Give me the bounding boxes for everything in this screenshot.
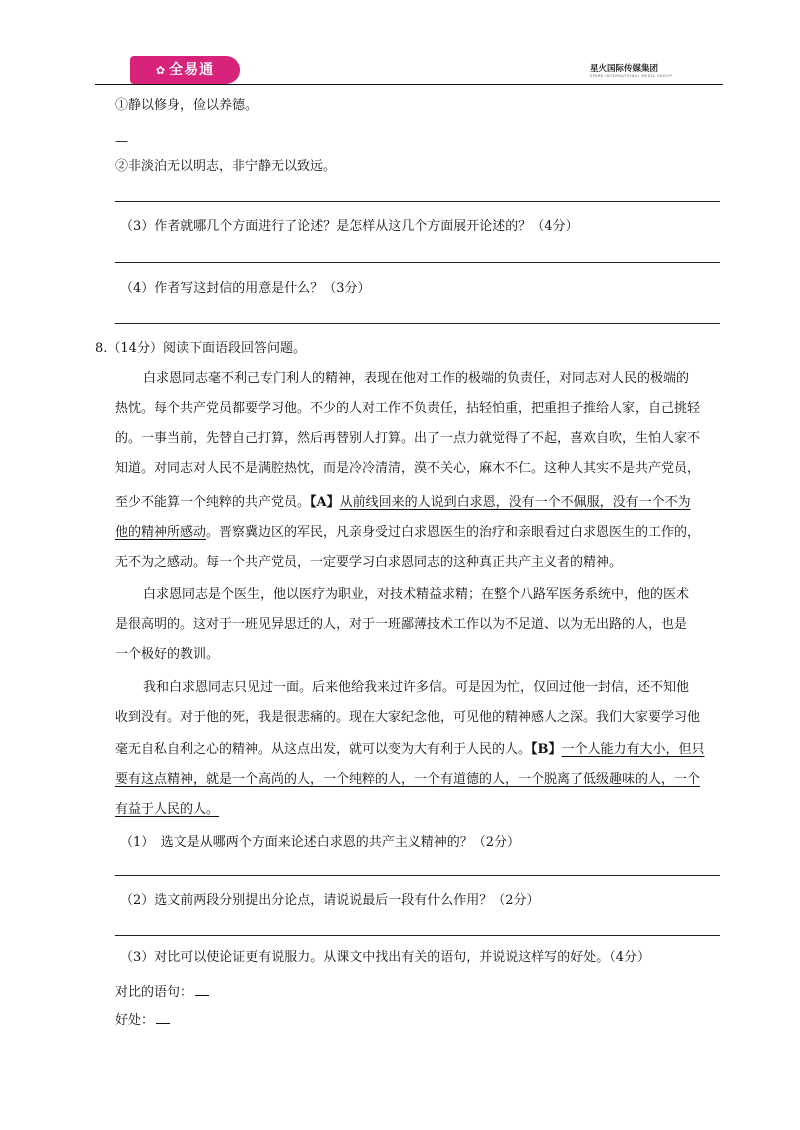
contrast-blank[interactable]: [195, 983, 209, 996]
passage-line: 白求恩同志是个医生，他以医疗为职业，对技术精益求精；在整个八路军医务系统中，他的医术: [143, 587, 690, 602]
passage-line: 白求恩同志毫不利己专门利人的精神，表现在他对工作的极端的负责任，对同志对人民的极端的: [143, 371, 690, 386]
passage-line: [115, 800, 219, 820]
publisher-name-en: SPARK INTERNATIONAL MEDIA GROUP: [590, 74, 673, 78]
passage-text: 至少不能算一个纯粹的共产党员。: [115, 495, 311, 510]
marker-a: 【A】: [310, 495, 340, 510]
underlined-sentence-b-end: 有益于人民的人。: [115, 802, 220, 817]
benefit-blank[interactable]: [156, 1011, 170, 1024]
underlined-sentence-b-mid: 要有这点精神，就是一个高尚的人，一个纯粹的人，一个有道德的人，一个脱离了低级趣味的人，一个: [115, 772, 701, 787]
question-3: （3）作者就哪几个方面进行了论述？是怎样从这几个方面展开论述的？（4分）: [120, 219, 579, 234]
answer-line: [115, 323, 720, 324]
publisher-name: 星火国际传媒集团: [590, 64, 659, 74]
answer-line: [115, 875, 720, 876]
passage-line: [115, 740, 705, 760]
item-2: ②非淡泊无以明志，非宁静无以致远。: [115, 159, 337, 174]
underlined-sentence-a-end: 他的精神所感动: [115, 525, 207, 540]
brand-logo: [130, 56, 240, 84]
contrast-answer: [115, 983, 209, 1003]
passage-line: [115, 523, 700, 543]
passage-line: 热忱。每个共产党员都要学习他。不少的人对工作不负责任，拈轻怕重，把重担子推给人家，自己挑轻: [115, 401, 701, 416]
question-4: （4）作者写这封信的用意是什么？（3分）: [120, 281, 371, 296]
question-8-3: （3）对比可以使论证更有说服力。从课文中找出有关的语句，并说说这样写的好处。（4分）: [120, 950, 651, 965]
answer-line: [115, 262, 720, 263]
section-8-heading: 8.（14分）阅读下面语段回答问题。: [95, 341, 306, 356]
answer-blank: —: [115, 134, 128, 149]
question-8-2: （2）选文前两段分别提出分论点，请说说最后一段有什么作用？（2分）: [120, 893, 540, 908]
passage-line: 知道。对同志对人民不是满腔热忱，而是冷冷清清，漠不关心，麻木不仁。这种人其实不是共产党员，: [115, 461, 701, 476]
underlined-sentence-b: 一个人能力有大小，但只: [561, 742, 705, 757]
passage-line: 是很高明的。这对于一班见异思迁的人，对于一班鄙薄技术工作以为不足道、以为无出路的人，也是: [115, 617, 688, 632]
passage-line: 一个极好的教训。: [115, 647, 220, 662]
logo-swoosh-icon: ✿: [155, 64, 167, 77]
answer-line: [115, 935, 720, 936]
underlined-sentence-a: 从前线回来的人说到白求恩，没有一个不佩服，没有一个不为: [339, 495, 691, 510]
logo-text: 全易通: [169, 62, 215, 78]
passage-line: [115, 493, 691, 513]
benefit-label: 好处：: [115, 1013, 155, 1028]
header-divider: [95, 84, 723, 85]
contrast-label: 对比的语句：: [115, 985, 194, 1000]
passage-text: 毫无自私自利之心的精神。从这点出发，就可以变为大有利于人民的人。: [115, 742, 532, 757]
passage-text: 。晋察冀边区的军民，凡亲身受过白求恩医生的治疗和亲眼看过白求恩医生的工作的，: [206, 525, 701, 540]
benefit-answer: [115, 1011, 170, 1031]
question-8-1: （1） 选文是从哪两个方面来论述白求恩的共产主义精神的？（2分）: [120, 835, 521, 850]
passage-line: 收到没有。对于他的死，我是很悲痛的。现在大家纪念他，可见他的精神感人之深。我们大家要学习他: [115, 710, 701, 725]
passage-line: [115, 770, 700, 790]
passage-line: 的。一事当前，先替自己打算，然后再替别人打算。出了一点力就觉得了不起，喜欢自吹，生怕人家不: [115, 431, 701, 446]
passage-line: 我和白求恩同志只见过一面。后来他给我来过许多信。可是因为忙，仅回过他一封信，还不知他: [143, 680, 690, 695]
item-1: ①静以修身，俭以养德。: [115, 98, 259, 113]
answer-line: [115, 201, 720, 202]
marker-b: 【B】: [531, 742, 562, 757]
passage-line: 无不为之感动。每一个共产党员，一定要学习白求恩同志的这种真正共产主义者的精神。: [115, 555, 623, 570]
